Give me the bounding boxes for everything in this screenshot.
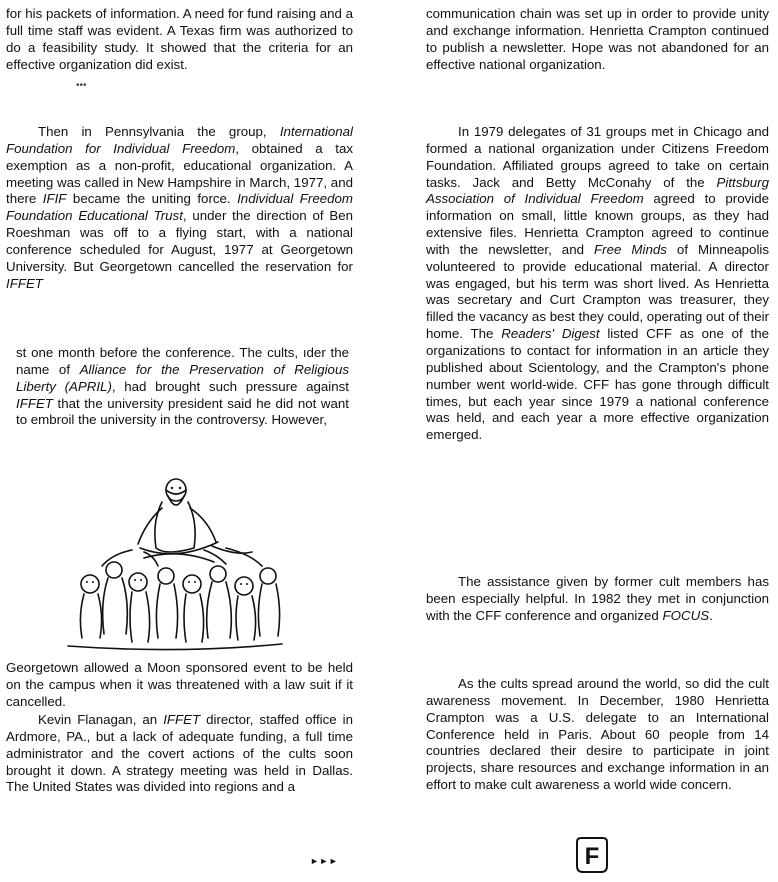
stray-mark: ••• xyxy=(76,80,87,91)
left-paragraph-2-continued: st one month before the conference. The cults, ıder the name of Alliance for the Preservation of Religious Liberty (APRIL), had brought such pressure against IFFET that the university president said he did not want to embroil the university in the controversy. However, xyxy=(16,345,349,428)
right-paragraph-4: As the cults spread around the world, so did the cult awareness movement. In December, 1980 Henrietta Crampton was a U.S. delegate to an International Conference held in Paris. About 60 people from 14 countries declared their desire to participate in joint projects, share resources and exchange information in an effort to make cult awareness a world wide concern. xyxy=(426,676,769,793)
cult-leader-on-crowd-icon xyxy=(62,466,288,656)
left-paragraph-4: Kevin Flanagan, an IFFET director, staffed office in Ardmore, PA., but a lack of adequate funding, a full time administrator and the covert actions of the cults soon brought it down. A strategy meeting was held in Dallas. The United States was divided into regions and a xyxy=(6,712,353,795)
continued-arrows: ►►► xyxy=(310,856,339,866)
right-paragraph-2: In 1979 delegates of 31 groups met in Chicago and formed a national organization under Citizens Freedom Foundation. Affiliated groups agreed to take on certain tasks. Jack and Betty McConahy of the Pittsburg Association of Individual Freedom agreed to provide information on small, little known groups, as they had extensive files. Henrietta Crampton agreed to continue with the newsletter, and Free Minds of Minneapolis volunteered to provide educational material. A director was engaged, but his term was short lived. As Henrietta was secretary and Curt Crampton was treasurer, they filled the vacancy as best they could, operating out of their home. The Readers' Digest listed CFF as one of the organizations to contact for information in an article they published about Scientology, and the Crampton's phone number went world-wide. CFF has gone through difficult times, but each year since 1979 a national conference was held, and each year a more effective organization emerged. xyxy=(426,124,770,443)
right-paragraph-1: communication chain was set up in order to provide unity and exchange information. Henrietta Crampton continued to publish a newsletter. Hope was not abandoned for an effective national organization. xyxy=(426,6,769,72)
logo-icon xyxy=(575,836,609,874)
svg-text:F: F xyxy=(584,843,600,870)
left-paragraph-1: for his packets of information. A need for fund raising and a full time staff was evident. A Texas firm was authorized to do a feasibility study. It showed that the criteria for an effective organization did exist. xyxy=(6,6,353,72)
left-paragraph-2: Then in Pennsylvania the group, International Foundation for Individual Freedom, obtained a tax exemption as a non-profit, educational organization. A meeting was called in New Hampshire in March, 1977, and there IFIF became the uniting force. Individual Freedom Foundation Educational Trust, under the direction of Ben Roeshman was off to a flying start, with a national conference scheduled for August, 1977 at Georgetown University. But Georgetown cancelled the reservation for IFFET xyxy=(6,124,353,291)
left-paragraph-3: Georgetown allowed a Moon sponsored event to be held on the campus when it was threatened with a law suit if it cancelled. xyxy=(6,660,353,709)
right-paragraph-3: The assistance given by former cult members has been especially helpful. In 1982 they met in conjunction with the CFF conference and organized FOCUS. xyxy=(426,574,769,623)
